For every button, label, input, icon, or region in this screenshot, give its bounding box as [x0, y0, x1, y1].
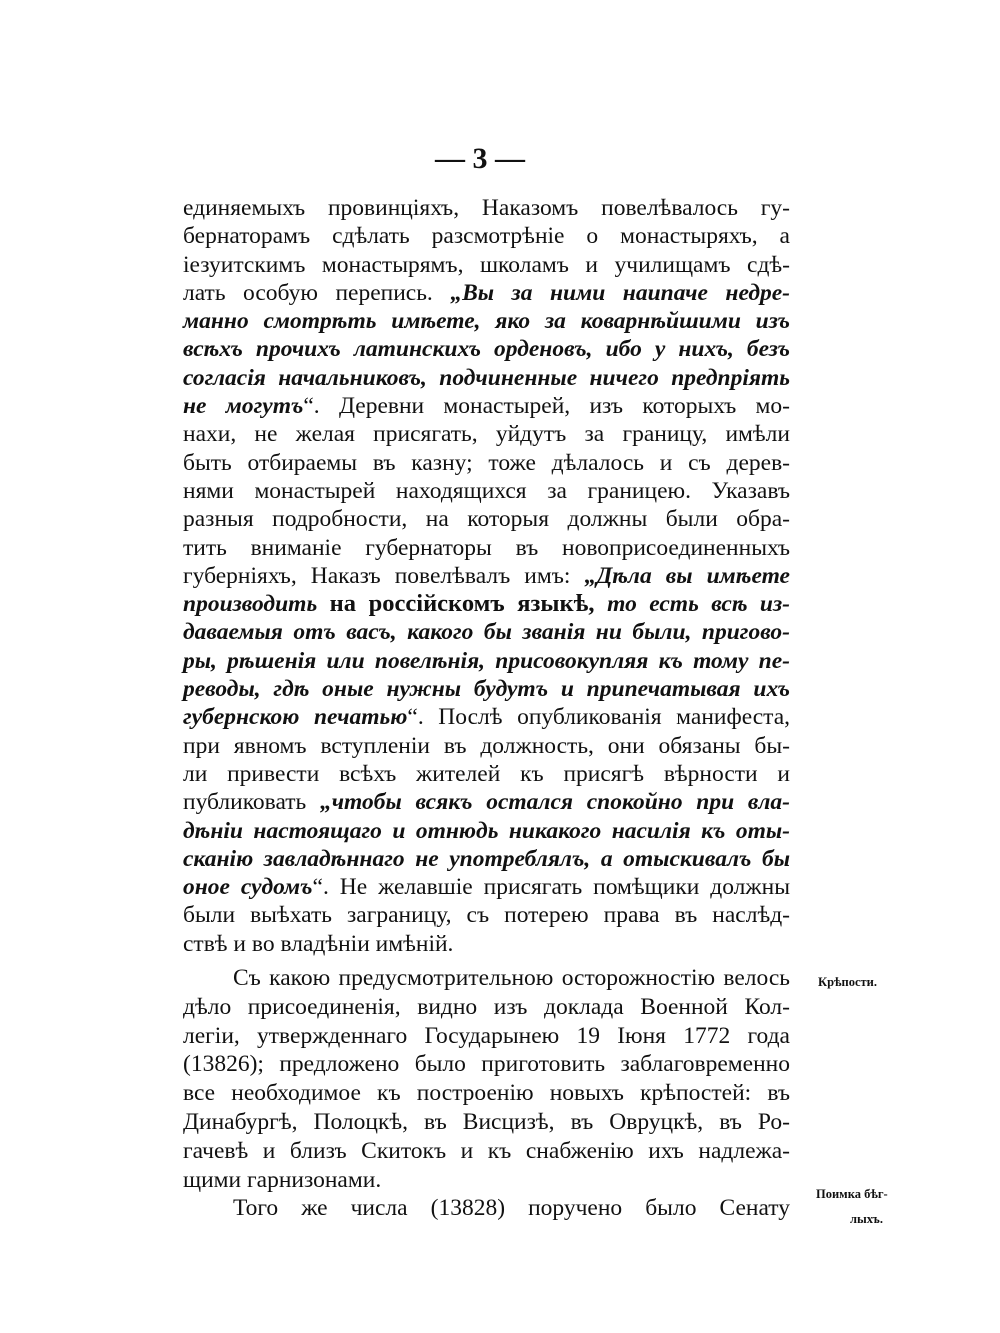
text-line: [183, 449, 790, 477]
text-line: [183, 732, 790, 760]
text-line: [183, 477, 790, 505]
body-text: Того же числа (13828) поручено было Сенату: [233, 1195, 790, 1222]
text-line: [183, 993, 790, 1022]
margin-note-fugitives-1: Поимка бѣг-: [816, 1187, 888, 1201]
text-line: [183, 335, 790, 363]
text-line: [183, 534, 790, 562]
quoted-text: „Дѣла вы имѣете: [584, 562, 790, 589]
quoted-text: даваемыя отъ васъ, какого бы званія ни были, пригово-: [183, 619, 790, 646]
body-text: дѣло присоединенія, видно изъ доклада Военной Кол-: [183, 993, 790, 1020]
text-line: [183, 618, 790, 646]
text-line: [183, 1108, 790, 1137]
quoted-text: дѣніи настоящаго и отнюдь никакого насилія къ оты-: [183, 817, 790, 844]
quoted-text: губернскою печатью: [183, 704, 408, 731]
text-line: [183, 1194, 790, 1223]
body-text: нями монастырей находящихся за границею. Указавъ: [183, 477, 790, 504]
text-line: [183, 845, 790, 873]
page-number: — 3 —: [435, 142, 525, 175]
text-line: [183, 222, 790, 250]
text-line: [183, 703, 790, 731]
margin-note-fortresses: Крѣпости.: [818, 975, 877, 989]
body-text: все необходимое къ построенію новыхъ крѣпостей: въ: [183, 1080, 790, 1107]
text-line: [183, 194, 790, 222]
body-text: лать особую перепись.: [183, 279, 451, 306]
body-text: публиковать: [183, 789, 320, 816]
text-line: [183, 817, 790, 845]
text-line: [183, 964, 790, 993]
quoted-text: оное судомъ: [183, 874, 313, 901]
text-line: [183, 279, 790, 307]
text-line: [183, 420, 790, 448]
quoted-text: сканію завладѣннаго не употреблялъ, а отыскивалъ бы: [183, 845, 790, 872]
text-line: [183, 562, 790, 590]
body-text: “. Деревни монастырей, изъ которыхъ мо-: [303, 393, 790, 420]
text-line: [183, 307, 790, 335]
text-line: [183, 1079, 790, 1108]
text-line: [183, 590, 790, 618]
text-line: [183, 760, 790, 788]
emphasized-text: на россійскомъ языкѣ,: [329, 590, 608, 618]
body-text: быть отбираемы въ казну; тоже дѣлалось и съ дерев-: [183, 449, 790, 476]
quoted-text: всѣхъ прочихъ латинскихъ орденовъ, ибо у нихъ, безъ: [183, 336, 790, 363]
body-text: единяемыхъ провинціяхъ, Наказомъ повелѣвалось гу-: [183, 195, 790, 221]
paragraph-2: [183, 964, 790, 1223]
text-line: [183, 1050, 790, 1079]
text-line: [183, 1022, 790, 1051]
text-line: [183, 364, 790, 392]
body-text: “. Не желавшіе присягать помѣщики должны: [312, 874, 790, 901]
body-text: Динабургѣ, Полоцкѣ, въ Висцизѣ, въ Овруцкѣ, въ Ро-: [183, 1108, 790, 1135]
text-line: [183, 251, 790, 279]
text-line: [183, 505, 790, 533]
quoted-text: „Вы за ними наипаче недре-: [450, 279, 790, 306]
text-line: [183, 930, 790, 958]
body-text: тить вниманіе губернаторы въ новоприсоединенныхъ: [183, 534, 790, 561]
quoted-text: то есть всѣ из-: [607, 591, 790, 618]
text-line: [183, 873, 790, 901]
quoted-text: согласія начальниковъ, подчиненные ничего предпріять: [183, 364, 790, 391]
body-text: щими гарнизонами.: [183, 1166, 382, 1193]
body-text: (13826); предложено было приготовить заблаговременно: [183, 1051, 790, 1078]
text-line: [183, 1166, 790, 1195]
paragraph-1: [183, 194, 790, 958]
body-text: іезуитскимъ монастырямъ, школамъ и училищамъ сдѣ-: [183, 251, 790, 278]
text-line: [183, 647, 790, 675]
text-line: [183, 901, 790, 929]
quoted-text: манно смотрѣть имѣете, яко за коварнѣйшими изъ: [183, 308, 790, 335]
margin-note-fugitives-2: лыхъ.: [850, 1212, 883, 1226]
body-text: бернаторамъ сдѣлать разсмотрѣніе о монастыряхъ, а: [183, 223, 790, 250]
body-text: были выѣхать заграницу, съ потерею права въ наслѣд-: [183, 902, 790, 929]
body-text: Съ какою предусмотрительною осторожностію велось: [233, 965, 790, 991]
quoted-text: не могутъ: [183, 393, 304, 420]
body-text: ствѣ и во владѣніи имѣній.: [183, 930, 454, 957]
quoted-text: реводы, гдѣ оные нужны будутъ и припечатывая ихъ: [183, 676, 790, 703]
body-text: гачевѣ и близъ Скитокъ и къ снабженію ихъ надлежа-: [183, 1137, 790, 1164]
text-line: [183, 788, 790, 816]
body-text: нахи, не желая присягать, уйдутъ за границу, имѣли: [183, 421, 790, 448]
quoted-text: „чтобы всякъ остался спокойно при вла-: [319, 789, 790, 816]
text-line: [183, 392, 790, 420]
quoted-text: производить: [183, 591, 330, 618]
body-text: губерніяхъ, Наказъ повелѣвалъ имъ:: [183, 562, 585, 589]
text-line: [183, 675, 790, 703]
body-text: ли привести всѣхъ жителей къ присягѣ вѣрности и: [183, 760, 790, 787]
body-text: разныя подробности, на которыя должны были обра-: [183, 506, 790, 533]
quoted-text: ры, рѣшенія или повелѣнія, присовокупляя къ тому пе-: [183, 647, 790, 674]
body-text: “. Послѣ опубликованія манифеста,: [407, 704, 791, 731]
body-text: легіи, утвержденнаго Государынею 19 Іюня 1772 года: [183, 1022, 790, 1049]
text-line: [183, 1137, 790, 1166]
body-text: при явномъ вступленіи въ должность, они обязаны бы-: [183, 732, 790, 759]
